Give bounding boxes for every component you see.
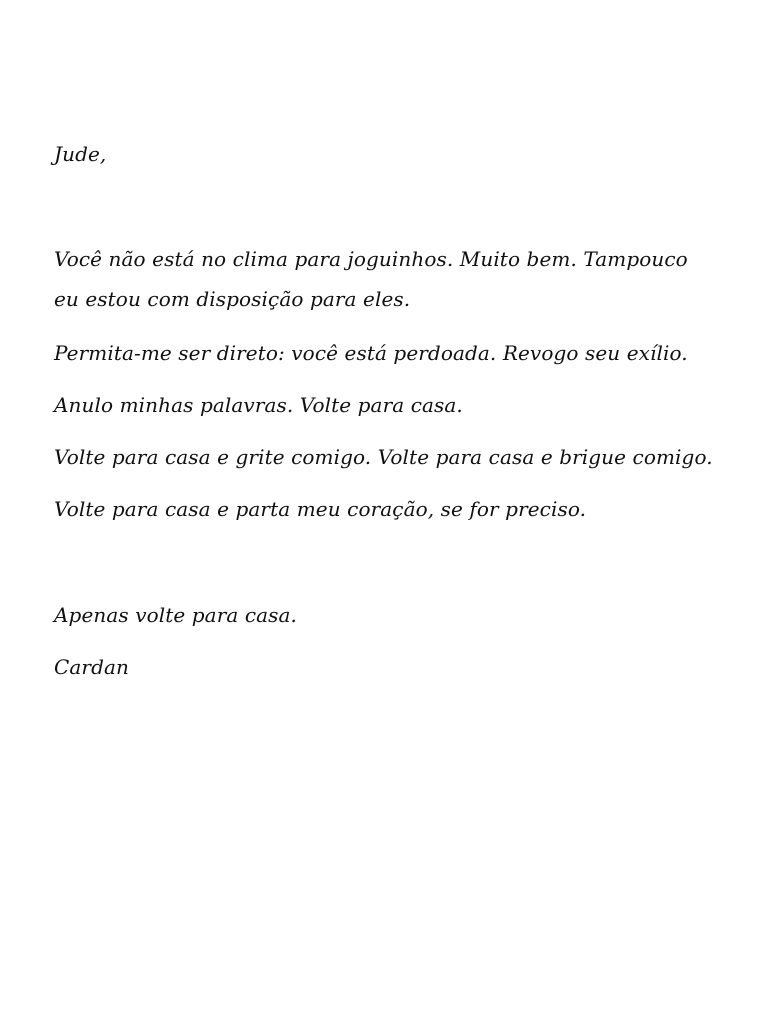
body-line: Volte para casa e parta meu coração, se for preciso. [54, 497, 587, 521]
closing: Apenas volte para casa. [54, 603, 298, 627]
signature: Cardan [54, 655, 129, 679]
greeting: Jude, [54, 142, 107, 166]
body-line: Você não está no clima para joguinhos. Muito bem. Tampouco [54, 247, 688, 271]
body-line: eu estou com disposição para eles. [54, 287, 411, 311]
body-line: Permita-me ser direto: você está perdoada. Revogo seu exílio. [54, 341, 688, 365]
body-line: Anulo minhas palavras. Volte para casa. [54, 393, 463, 417]
body-line: Volte para casa e grite comigo. Volte para casa e brigue comigo. [54, 445, 713, 469]
